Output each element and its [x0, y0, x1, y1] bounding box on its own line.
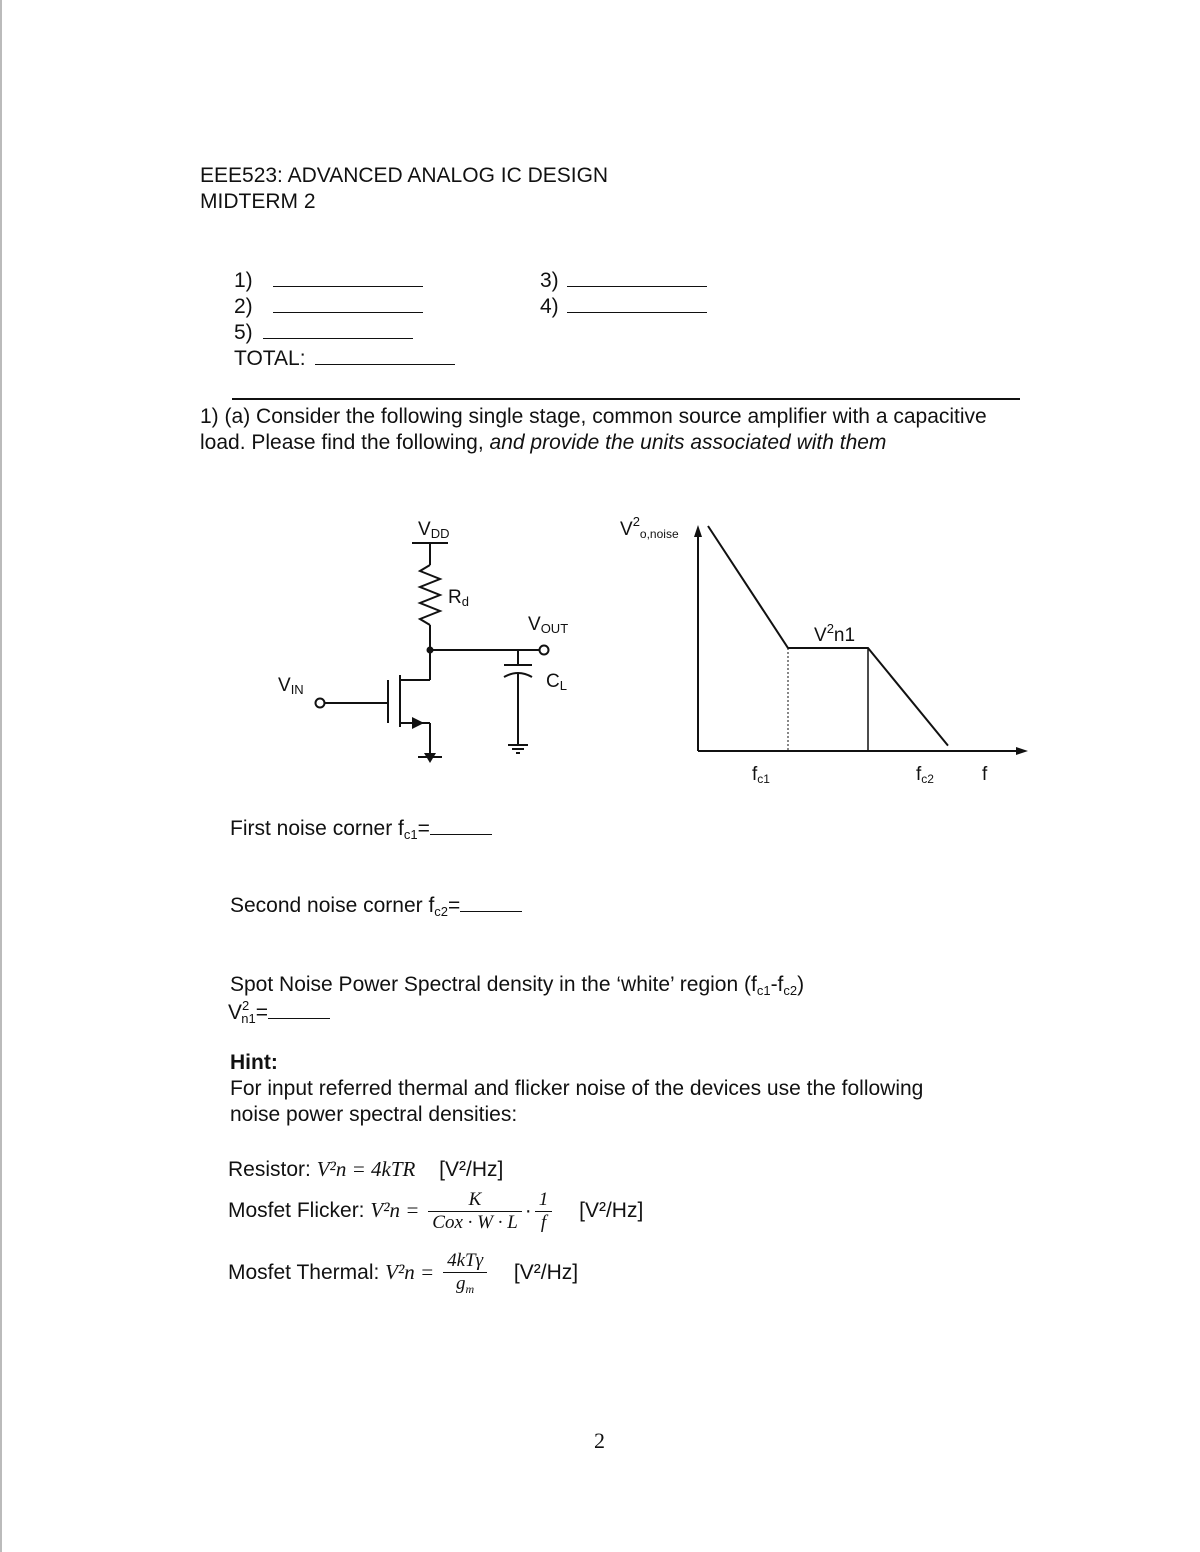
score-label-5: 5) — [234, 321, 253, 344]
thermal-label: Mosfet Thermal: — [228, 1261, 380, 1284]
question-text-italic: and provide the units associated with them — [489, 431, 887, 454]
spot-dash: -f — [770, 973, 784, 996]
spot-noise-line — [230, 972, 804, 1000]
first-corner-answer[interactable] — [430, 816, 492, 835]
second-corner-line: Second noise corner fc2= — [230, 893, 522, 921]
score-label-1: 1) — [234, 269, 253, 292]
spot-sub-2: c2 — [783, 983, 798, 998]
y-axis-label: $V^2_{o,noise}$ — [620, 514, 679, 541]
score-label-4: 4) — [540, 295, 559, 318]
hint-body-line2: noise power spectral densities: — [230, 1103, 518, 1126]
page-number: 2 — [594, 1428, 605, 1453]
flicker-units: [V²/Hz] — [579, 1199, 644, 1222]
first-corner-label: First noise corner f — [230, 817, 404, 840]
vin-label: VIN — [278, 675, 304, 697]
flicker-fraction-2 — [535, 1189, 553, 1234]
second-corner-answer[interactable] — [460, 893, 522, 912]
vn1-sub: n1 — [241, 1011, 256, 1026]
cs-amplifier-schematic — [260, 505, 600, 775]
flicker-label: Mosfet Flicker: — [228, 1199, 365, 1222]
vin-terminal — [316, 699, 325, 708]
resistor-label: Resistor: — [228, 1158, 311, 1181]
spot-sub-1: c1 — [756, 983, 771, 998]
resistor-formula: V²n = 4kTR — [316, 1157, 416, 1181]
score-row-1 — [234, 268, 423, 294]
resistor-formula-row — [228, 1156, 503, 1183]
thermal-numerator: 4kTγ — [443, 1250, 487, 1273]
hint-body-line1: For input referred thermal and flicker noise of the devices use the following — [230, 1077, 924, 1100]
section-divider — [232, 398, 1020, 400]
cl-label: CL — [546, 671, 567, 693]
vdd-label: VDD — [418, 519, 450, 541]
rd-label: Rd — [448, 587, 469, 609]
vn1-answer[interactable] — [268, 1000, 330, 1019]
thermal-denominator: $g_m$ — [455, 1273, 475, 1297]
score-row-total — [234, 346, 455, 372]
x-axis-label: f — [982, 764, 988, 785]
thermal-lhs: V²n = — [385, 1260, 435, 1284]
score-field-2[interactable] — [273, 294, 423, 313]
score-field-total[interactable] — [315, 346, 455, 365]
thermal-formula-row — [228, 1248, 578, 1304]
score-row-4 — [540, 294, 707, 320]
question-intro — [200, 404, 1020, 456]
score-field-1[interactable] — [273, 268, 423, 287]
flicker-denominator: Cox · W · L — [432, 1211, 518, 1233]
flicker-fraction-1 — [428, 1189, 522, 1234]
score-label-2: 2) — [234, 295, 253, 318]
question-text: (a) Consider the following single stage, common source amplifier with a capacitive load. Please find the following, — [200, 405, 987, 454]
thermal-fraction — [443, 1250, 487, 1296]
resistor-rd — [420, 565, 440, 625]
spot-noise-label: Spot Noise Power Spectral density in the ‘white’ region (f — [230, 973, 757, 996]
plateau-annotation: $V^2n1$ — [814, 621, 856, 646]
flicker-numerator-2: 1 — [535, 1189, 553, 1212]
thermal-units: [V²/Hz] — [513, 1261, 579, 1284]
score-field-5[interactable] — [263, 320, 413, 339]
x-tick-fc2: fc2 — [916, 764, 934, 786]
flicker-lhs: V²n = — [370, 1198, 420, 1222]
score-row-2 — [234, 294, 423, 320]
vout-terminal — [540, 646, 549, 655]
hint-title: Hint: — [230, 1051, 278, 1074]
course-title: EEE523: ADVANCED ANALOG IC DESIGN — [200, 164, 609, 187]
vn1-symbol: V — [228, 1001, 243, 1024]
score-label-3: 3) — [540, 269, 559, 292]
question-number: 1) — [200, 405, 219, 428]
resistor-units: [V²/Hz] — [439, 1158, 504, 1181]
score-label-total: TOTAL: — [234, 347, 306, 370]
second-corner-sub: c2 — [434, 904, 449, 919]
score-row-5 — [234, 320, 413, 346]
x-tick-fc1: fc1 — [752, 764, 770, 786]
flicker-denominator-2: f — [540, 1211, 547, 1233]
exam-title: MIDTERM 2 — [200, 190, 316, 213]
vout-label: VOUT — [528, 614, 569, 636]
vn1-line: $V^2n1=$ — [228, 1000, 330, 1028]
first-corner-sub: c1 — [403, 827, 418, 842]
score-field-3[interactable] — [567, 268, 707, 287]
spot-close: ) — [797, 973, 805, 996]
score-row-3 — [540, 268, 707, 294]
page-left-edge — [0, 0, 2, 1552]
second-corner-label: Second noise corner f — [230, 894, 435, 917]
score-field-4[interactable] — [567, 294, 707, 313]
flicker-formula-row: Mosfet Flicker: V²n = $\frac{K}{\text{Cox · W · L}}$ · $\frac{1}{f}$ [V²/Hz] — [228, 1188, 644, 1233]
flicker-numerator: K — [428, 1189, 522, 1212]
vn1-sup: 2 — [242, 998, 250, 1013]
first-corner-line: First noise corner fc1= — [230, 816, 492, 844]
noise-spectrum-chart — [610, 505, 1040, 790]
